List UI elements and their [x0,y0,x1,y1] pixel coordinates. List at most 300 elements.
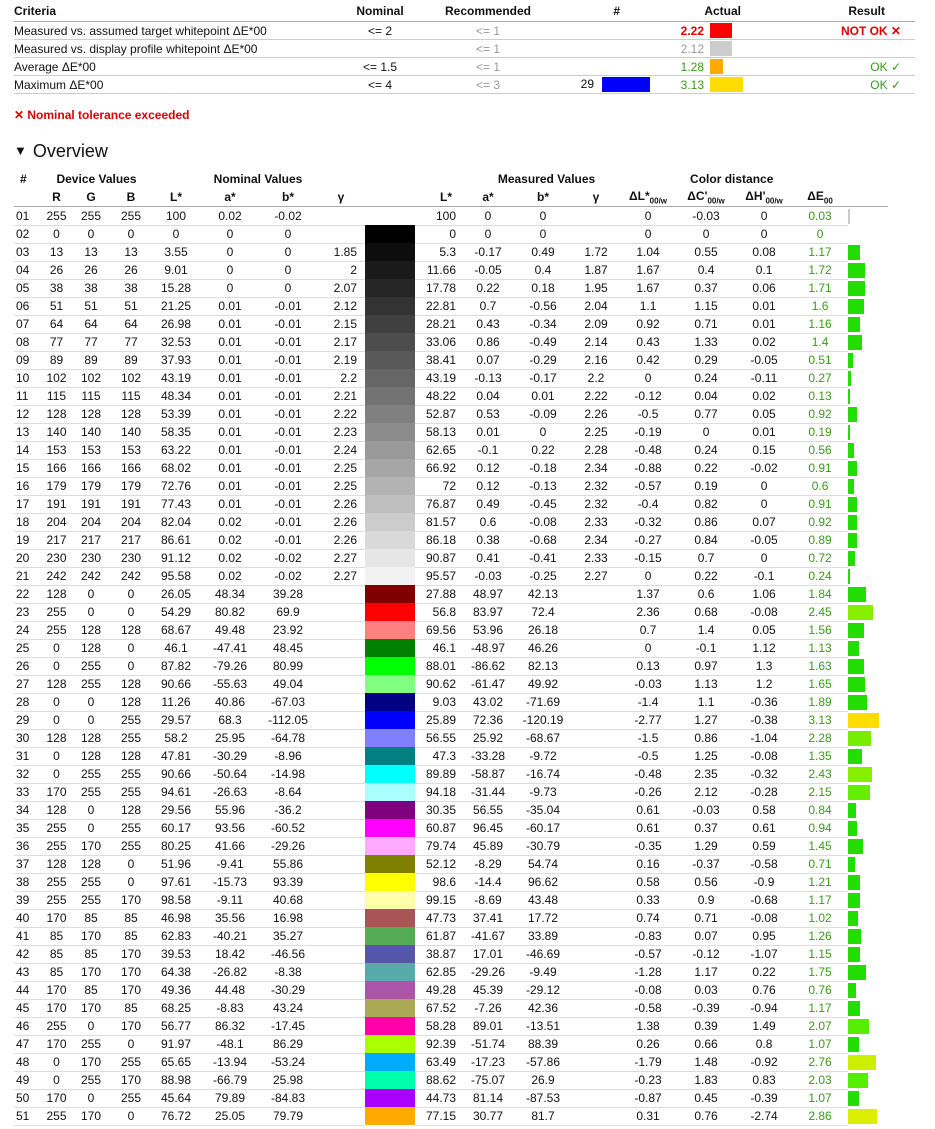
cell-ml: 38.41 [415,351,462,369]
delta-e-bar [848,1091,859,1106]
cell-nb: -0.01 [259,405,317,423]
cell-mg [572,585,620,603]
cell-id: 40 [14,909,42,927]
col-r: R [42,188,71,207]
cell-ml: 38.87 [415,945,462,963]
patch-swatch [365,603,415,621]
patch-swatch-cell [365,1053,415,1071]
patch-swatch [365,207,415,225]
cell-nl: 90.66 [151,765,201,783]
cell-ml: 89.89 [415,765,462,783]
patch-swatch [365,315,415,333]
cell-ml: 28.21 [415,315,462,333]
cell-na: 0.02 [201,531,259,549]
cell-mg [572,1053,620,1071]
criteria-label: Maximum ΔE*00 [14,76,334,94]
cell-b: 179 [111,477,151,495]
cell-ma: 0.01 [462,423,514,441]
cell-ma: 0.43 [462,315,514,333]
delta-e-bar [848,461,857,476]
cell-mg [572,945,620,963]
cell-ma: 25.92 [462,729,514,747]
cell-na: 0 [201,243,259,261]
cell-dl: -0.23 [620,1071,676,1089]
col-b: B [111,188,151,207]
cell-g: 51 [71,297,111,315]
cell-mb: 0 [514,225,572,243]
cell-ng [317,693,365,711]
patch-row [14,801,915,819]
cell-mb: -13.51 [514,1017,572,1035]
cell-dl: 0.74 [620,909,676,927]
delta-e-bar [848,965,866,980]
delta-e-bar [848,533,857,548]
cell-r: 179 [42,477,71,495]
cell-ml: 77.15 [415,1107,462,1125]
patch-swatch-cell [365,711,415,729]
cell-g: 170 [71,1053,111,1071]
cell-nl: 26.05 [151,585,201,603]
criteria-col-hash: # [550,0,650,22]
cell-dl: -0.57 [620,477,676,495]
cell-dl: -0.58 [620,999,676,1017]
col-nom-gamma: γ [317,188,365,207]
cell-b: 255 [111,207,151,226]
cell-g: 128 [71,747,111,765]
cell-id: 13 [14,423,42,441]
cell-nb: -0.01 [259,513,317,531]
overview-table [14,170,915,1126]
patch-swatch-cell [365,207,415,226]
criteria-actual: 1.28 [650,58,710,76]
cell-mg [572,675,620,693]
col-id: # [20,172,27,186]
cell-id: 30 [14,729,42,747]
cell-ng: 2.15 [317,315,365,333]
cell-b: 166 [111,459,151,477]
cell-mg [572,639,620,657]
overview-rows [14,207,915,1126]
patch-swatch [365,747,415,765]
cell-g: 0 [71,693,111,711]
cell-na: 0.01 [201,297,259,315]
patch-swatch [365,675,415,693]
cell-id: 06 [14,297,42,315]
criteria-result [765,40,915,58]
cell-b: 242 [111,567,151,585]
cell-id: 21 [14,567,42,585]
delta-e-bar [848,875,860,890]
cell-na: 18.42 [201,945,259,963]
cell-ma: 0.41 [462,549,514,567]
cell-na: 0.01 [201,495,259,513]
col-nom-l: L* [151,188,201,207]
cell-mg [572,783,620,801]
criteria-col-recommended: Recommended [426,0,550,22]
cell-ng [317,657,365,675]
cell-mb: 0 [514,207,572,226]
patch-swatch-cell [365,657,415,675]
cell-id: 26 [14,657,42,675]
cell-id: 10 [14,369,42,387]
cell-dc: 0 [676,225,736,243]
cell-ng: 2.22 [317,405,365,423]
cell-mb: -0.09 [514,405,572,423]
cell-ma: 0.49 [462,495,514,513]
delta-e-bar-cell [848,603,888,621]
criteria-nominal: <= 2 [334,22,426,40]
delta-e-bar [848,497,857,512]
cell-mg [572,1089,620,1107]
patch-swatch [365,423,415,441]
cell-ml: 22.81 [415,297,462,315]
cell-dh: 0.05 [736,621,792,639]
cell-dh: 1.49 [736,1017,792,1035]
overview-heading[interactable] [14,141,108,162]
cell-na: 93.56 [201,819,259,837]
cell-na: 0.01 [201,423,259,441]
cell-g: 170 [71,837,111,855]
cell-na: -13.94 [201,1053,259,1071]
cell-dc: 2.12 [676,783,736,801]
cell-ml: 79.74 [415,837,462,855]
cell-de: 0.51 [792,351,848,369]
cell-dl: -0.5 [620,405,676,423]
cell-id: 14 [14,441,42,459]
cell-ml: 58.13 [415,423,462,441]
delta-e-bar-cell [848,927,888,945]
cell-de: 0 [792,225,848,243]
cell-de: 1.6 [792,297,848,315]
cell-nl: 39.53 [151,945,201,963]
cell-na: 0.02 [201,513,259,531]
cell-ma: 30.77 [462,1107,514,1125]
patch-swatch [365,225,415,243]
patch-row [14,333,915,351]
delta-e-bar [848,911,858,926]
cell-de: 0.76 [792,981,848,999]
delta-e-bar [848,389,850,404]
cell-dl: 0 [620,639,676,657]
criteria-row [14,76,915,94]
patch-row [14,1017,915,1035]
delta-e-bar-cell [848,639,888,657]
cell-dh: 0.1 [736,261,792,279]
cell-nb: -8.64 [259,783,317,801]
group-nominal: Nominal Values [213,172,303,186]
patch-row [14,1107,915,1125]
cell-ma: 0.12 [462,459,514,477]
cell-dl: -0.87 [620,1089,676,1107]
cell-na: 0.01 [201,387,259,405]
cell-de: 1.56 [792,621,848,639]
patch-swatch-cell [365,963,415,981]
cell-ml: 88.62 [415,1071,462,1089]
cell-b: 0 [111,1107,151,1125]
delta-e-bar [848,767,872,782]
cell-dc: 1.48 [676,1053,736,1071]
patch-swatch-cell [365,981,415,999]
cell-ml: 43.19 [415,369,462,387]
cell-na: -47.41 [201,639,259,657]
cell-ng [317,999,365,1017]
cell-dl: -0.19 [620,423,676,441]
cell-ml: 44.73 [415,1089,462,1107]
cell-id: 24 [14,621,42,639]
cell-dc: -0.37 [676,855,736,873]
cell-nl: 29.57 [151,711,201,729]
cell-mb: -57.86 [514,1053,572,1071]
cell-dc: 0.55 [676,243,736,261]
delta-e-bar-cell [848,549,888,567]
criteria-col-nominal: Nominal [334,0,426,22]
cell-id: 16 [14,477,42,495]
cell-ma: 81.14 [462,1089,514,1107]
cell-mg: 2.33 [572,549,620,567]
patch-swatch-cell [365,369,415,387]
patch-swatch [365,855,415,873]
cell-dc: -0.03 [676,207,736,226]
cell-ml: 17.78 [415,279,462,297]
delta-e-bar-cell [848,477,888,495]
cell-r: 191 [42,495,71,513]
cell-nb: -0.01 [259,423,317,441]
cell-dl: -0.83 [620,927,676,945]
cell-ma: 0.12 [462,477,514,495]
patch-swatch-cell [365,261,415,279]
cell-g: 128 [71,405,111,423]
cell-id: 08 [14,333,42,351]
cell-nl: 88.98 [151,1071,201,1089]
cell-ml: 46.1 [415,639,462,657]
cell-b: 64 [111,315,151,333]
cell-b: 102 [111,369,151,387]
cell-r: 0 [42,657,71,675]
cell-r: 128 [42,405,71,423]
cell-dl: 1.67 [620,261,676,279]
cell-ml: 86.18 [415,531,462,549]
cell-g: 102 [71,369,111,387]
cell-nb: -0.01 [259,477,317,495]
patch-swatch [365,711,415,729]
cell-dc: 0.19 [676,477,736,495]
cell-g: 170 [71,963,111,981]
cell-ma: 53.96 [462,621,514,639]
cell-id: 05 [14,279,42,297]
cell-ml: 67.52 [415,999,462,1017]
cell-nb: -0.01 [259,387,317,405]
cell-dc: 0.56 [676,873,736,891]
cell-ng: 2.21 [317,387,365,405]
cell-ml: 11.66 [415,261,462,279]
cell-dc: 1.13 [676,675,736,693]
cell-ng [317,765,365,783]
cell-id: 22 [14,585,42,603]
cell-r: 170 [42,1089,71,1107]
cell-dh: 1.3 [736,657,792,675]
cell-nl: 98.58 [151,891,201,909]
cell-r: 170 [42,909,71,927]
patch-swatch [365,279,415,297]
criteria-col-result: Result [765,0,915,22]
cell-r: 242 [42,567,71,585]
cell-r: 26 [42,261,71,279]
cell-g: 26 [71,261,111,279]
col-g: G [71,188,111,207]
cell-ma: 0.22 [462,279,514,297]
col-meas-b: b* [514,188,572,207]
patch-row [14,261,915,279]
cell-na: -9.41 [201,855,259,873]
cell-mb: -0.49 [514,333,572,351]
cell-de: 0.6 [792,477,848,495]
cell-nb: 0 [259,261,317,279]
cell-ma: -51.74 [462,1035,514,1053]
cell-mb: 0.22 [514,441,572,459]
patch-row [14,441,915,459]
cell-ng: 2.25 [317,477,365,495]
cell-mb: -0.56 [514,297,572,315]
cell-g: 217 [71,531,111,549]
cell-ng: 2.17 [317,333,365,351]
cell-ml: 81.57 [415,513,462,531]
cell-mb: 88.39 [514,1035,572,1053]
cell-g: 140 [71,423,111,441]
cell-ml: 66.92 [415,459,462,477]
cell-dh: 0.07 [736,513,792,531]
cell-g: 255 [71,675,111,693]
cell-mb: -0.08 [514,513,572,531]
delta-e-bar-cell [848,729,888,747]
cell-ma: -0.03 [462,567,514,585]
delta-e-bar-cell [848,207,888,226]
patch-swatch [365,927,415,945]
cell-r: 85 [42,945,71,963]
delta-e-bar-cell [848,747,888,765]
cell-dh: -1.04 [736,729,792,747]
patch-swatch [365,441,415,459]
cell-dh: 0.76 [736,981,792,999]
patch-swatch [365,459,415,477]
cell-dc: 0.24 [676,369,736,387]
col-delta-l: $\Delta L*_{00/w}$ [620,188,676,207]
cell-mg: 2.28 [572,441,620,459]
delta-e-bar-cell [848,855,888,873]
cell-mb: 54.74 [514,855,572,873]
delta-e-bar-cell [848,675,888,693]
cell-dh: -0.05 [736,351,792,369]
cell-nl: 49.36 [151,981,201,999]
cell-nb: -84.83 [259,1089,317,1107]
cell-ma: -48.97 [462,639,514,657]
cell-na: 0 [201,279,259,297]
cell-ml: 58.28 [415,1017,462,1035]
patch-swatch-cell [365,639,415,657]
cell-nl: 32.53 [151,333,201,351]
cell-dc: 0.37 [676,279,736,297]
patch-swatch [365,837,415,855]
delta-e-bar [848,947,860,962]
cell-nl: 3.55 [151,243,201,261]
cell-ml: 90.62 [415,675,462,693]
patch-swatch-cell [365,441,415,459]
cell-nb: -0.01 [259,315,317,333]
cell-r: 128 [42,585,71,603]
criteria-col-criteria: Criteria [14,0,334,22]
patch-row [14,207,915,226]
cell-ml: 56.8 [415,603,462,621]
patch-swatch-cell [365,693,415,711]
cell-mg: 2.16 [572,351,620,369]
cell-mg [572,1035,620,1053]
cell-g: 230 [71,549,111,567]
delta-e-bar [848,1109,877,1124]
cell-id: 20 [14,549,42,567]
cell-ma: -0.13 [462,369,514,387]
cell-nb: 79.79 [259,1107,317,1125]
cell-mg: 1.95 [572,279,620,297]
cell-de: 2.43 [792,765,848,783]
cell-dl: -0.08 [620,981,676,999]
cell-r: 230 [42,549,71,567]
delta-e-bar-cell [848,405,888,423]
cell-na: 44.48 [201,981,259,999]
cell-b: 170 [111,981,151,999]
cell-ml: 62.65 [415,441,462,459]
cell-ng [317,927,365,945]
cell-mb: -68.67 [514,729,572,747]
delta-e-bar [848,1019,869,1034]
criteria-bar [710,41,732,56]
delta-e-bar [848,713,879,728]
cell-mg: 2.34 [572,459,620,477]
cell-de: 0.89 [792,531,848,549]
delta-e-bar [848,641,859,656]
cell-g: 255 [71,657,111,675]
criteria-table [14,0,915,94]
cell-nb: -14.98 [259,765,317,783]
cell-de: 1.17 [792,999,848,1017]
collapse-triangle-icon[interactable]: ▼ [14,143,27,158]
criteria-nominal [334,40,426,58]
cell-mg [572,1071,620,1089]
cell-b: 38 [111,279,151,297]
cell-ng: 2.26 [317,495,365,513]
cell-mg [572,603,620,621]
cell-id: 50 [14,1089,42,1107]
patch-swatch-cell [365,549,415,567]
patch-row [14,603,915,621]
cell-mb: 0 [514,423,572,441]
cell-id: 03 [14,243,42,261]
cell-dc: 1.4 [676,621,736,639]
cell-r: 128 [42,675,71,693]
cell-de: 1.07 [792,1089,848,1107]
cell-ma: 0.86 [462,333,514,351]
cell-nb: 69.9 [259,603,317,621]
cell-na: 0.01 [201,333,259,351]
cell-r: 0 [42,711,71,729]
cell-g: 170 [71,999,111,1017]
patch-row [14,549,915,567]
patch-swatch-cell [365,513,415,531]
criteria-label: Measured vs. display profile whitepoint ΔE*00 [14,40,334,58]
delta-e-bar [848,785,870,800]
cell-nl: 46.1 [151,639,201,657]
cell-r: 255 [42,1017,71,1035]
cell-r: 204 [42,513,71,531]
cell-b: 140 [111,423,151,441]
